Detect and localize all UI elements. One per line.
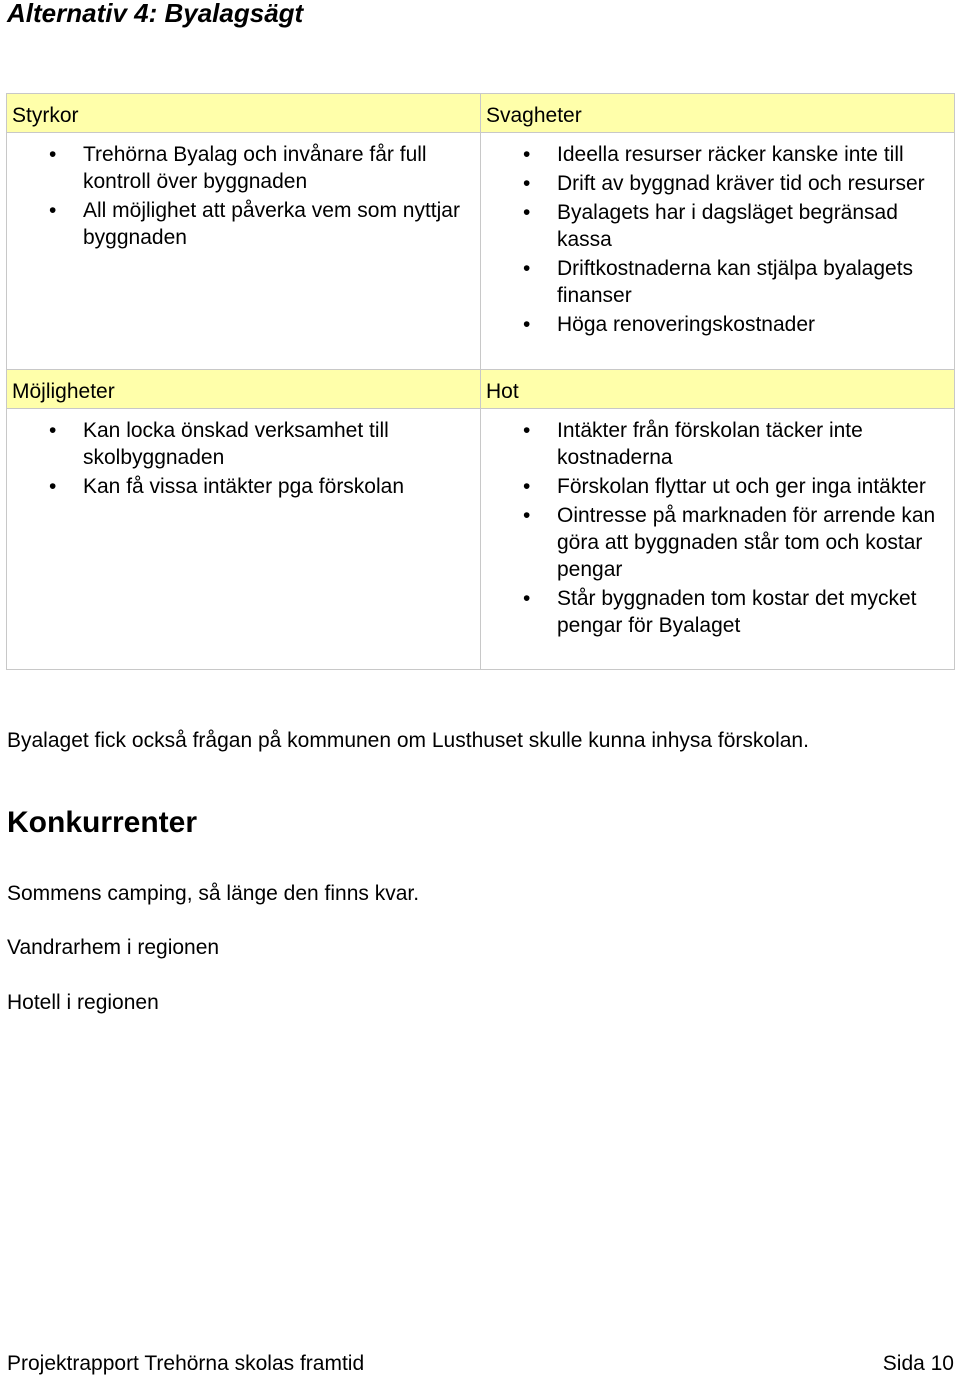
competitor-item: Sommens camping, så länge den finns kvar. xyxy=(7,882,420,905)
strengths-cell xyxy=(7,133,481,370)
competitors-heading: Konkurrenter xyxy=(7,806,198,839)
weaknesses-list xyxy=(481,141,954,338)
footer-page-number: Sida 10 xyxy=(882,1352,954,1375)
competitor-item: Hotell i regionen xyxy=(7,991,159,1014)
list-item: • All möjlighet att påverka vem som nyttjar byggnaden xyxy=(7,197,480,251)
threats-list xyxy=(481,417,954,639)
swot-table xyxy=(6,93,955,670)
list-item: • Trehörna Byalag och invånare får full kontroll över byggnaden xyxy=(7,141,480,195)
threats-header: Hot xyxy=(481,370,955,409)
page-title: Alternativ 4: Byalagsägt xyxy=(7,0,304,28)
list-item: • Byalagets har i dagsläget begränsad kassa xyxy=(481,199,954,253)
opportunities-header: Möjligheter xyxy=(7,370,481,409)
list-item: • Drift av byggnad kräver tid och resurser xyxy=(481,170,954,197)
strengths-list xyxy=(7,141,480,251)
list-item: • Driftkostnaderna kan stjälpa byalagets finanser xyxy=(481,255,954,309)
competitor-item: Vandrarhem i regionen xyxy=(7,936,220,959)
list-item: • Förskolan flyttar ut och ger inga intäkter xyxy=(481,473,954,500)
list-item: • Höga renoveringskostnader xyxy=(481,311,954,338)
opportunities-cell xyxy=(7,409,481,670)
opportunities-list xyxy=(7,417,480,500)
body-paragraph: Byalaget fick också frågan på kommunen om Lusthuset skulle kunna inhysa förskolan. xyxy=(7,729,809,752)
list-item: • Kan få vissa intäkter pga förskolan xyxy=(7,473,480,500)
strengths-header: Styrkor xyxy=(7,94,481,133)
threats-cell xyxy=(481,409,955,670)
list-item: • Kan locka önskad verksamhet till skolbyggnaden xyxy=(7,417,480,471)
weaknesses-cell xyxy=(481,133,955,370)
list-item: • Intäkter från förskolan täcker inte kostnaderna xyxy=(481,417,954,471)
list-item: • Ointresse på marknaden för arrende kan göra att byggnaden står tom och kostar pengar xyxy=(481,502,954,583)
list-item: • Ideella resurser räcker kanske inte till xyxy=(481,141,954,168)
weaknesses-header: Svagheter xyxy=(481,94,955,133)
list-item: • Står byggnaden tom kostar det mycket pengar för Byalaget xyxy=(481,585,954,639)
footer-title: Projektrapport Trehörna skolas framtid xyxy=(7,1352,365,1375)
